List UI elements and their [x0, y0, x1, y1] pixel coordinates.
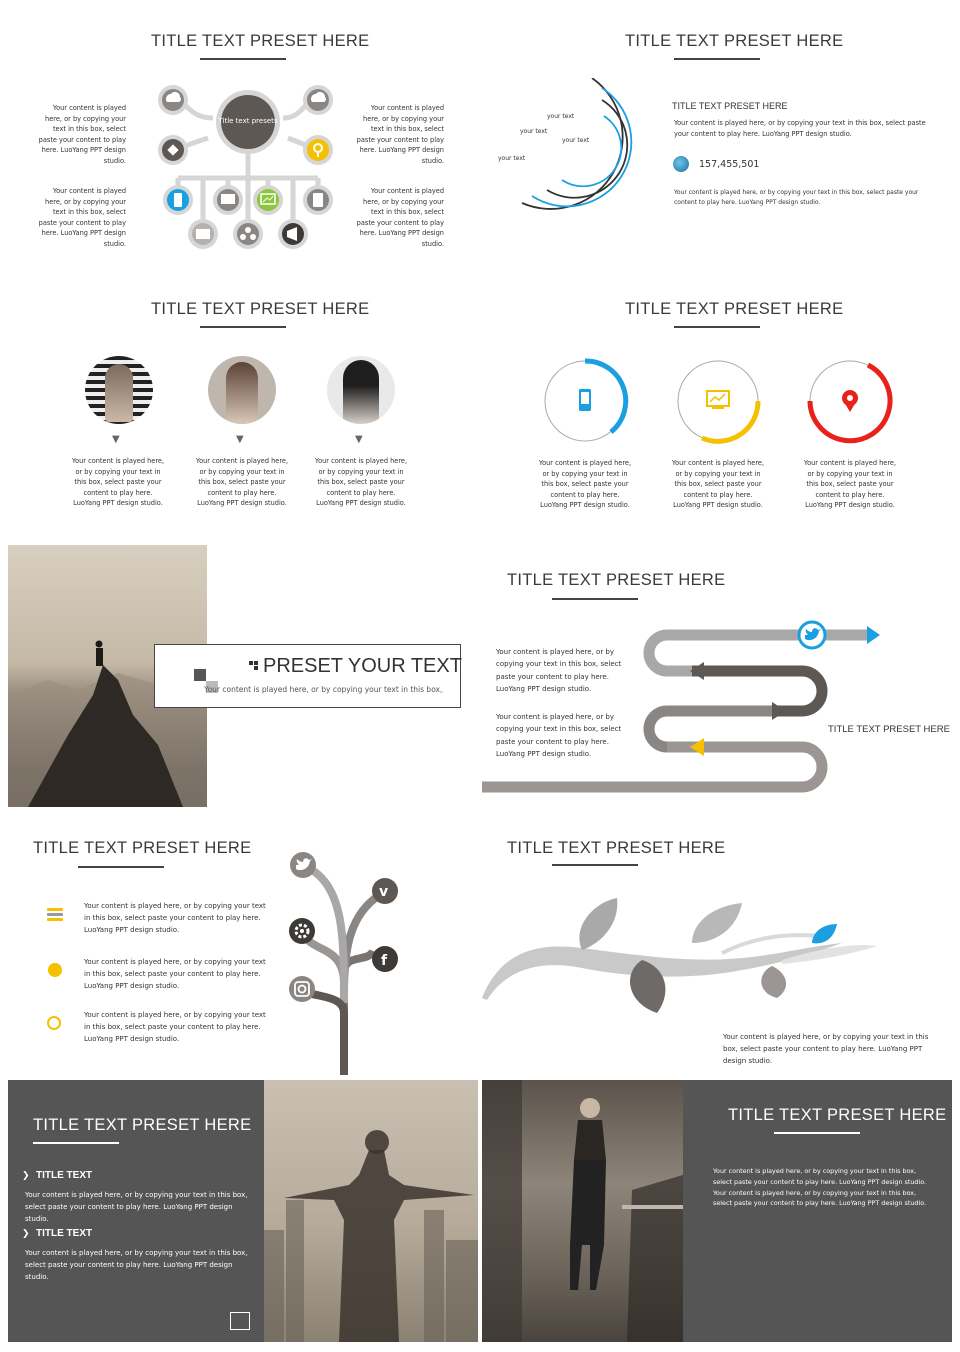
twitter-icon: [290, 852, 316, 878]
portrait-3-avatar: [327, 356, 395, 424]
arc-label-3: your text: [562, 137, 590, 144]
slide-title: TITLE TEXT PRESET HERE: [33, 839, 252, 857]
satellite-icon: [158, 135, 188, 165]
arc-label-2: your text: [520, 128, 548, 135]
subtitle-2: TITLE TEXT: [36, 1228, 93, 1239]
slide-title: TITLE TEXT PRESET HERE: [728, 1106, 947, 1124]
vimeo-icon: [372, 878, 398, 904]
chart-monitor-icon: [707, 391, 729, 409]
text-2: Your content is played here, or by copying your text in this box, select paste your content to play here. LuoYang PPT design studio.: [25, 1249, 248, 1282]
title-underline: [774, 1132, 860, 1134]
progress-rings: [532, 356, 912, 446]
social-tree: [278, 843, 418, 1075]
ring-2-text: Your content is played here, or by copying your text in this box, select paste your content to play here. LuoYang PPT design studio.: [671, 459, 765, 510]
portrait-2-avatar: [208, 356, 276, 424]
slide-progress-rings: [482, 276, 952, 538]
title-underline: [200, 58, 286, 60]
text-top: Your content is played here, or by copying your text in this box, select paste your content to play here. LuoYang PPT design studio.: [674, 119, 926, 138]
title-underline: [552, 598, 638, 600]
woman-photo: [482, 1080, 683, 1342]
text-bottom: Your content is played here, or by copying your text in this box, select paste your content to play here. LuoYang PPT design studio.: [674, 189, 919, 206]
arc-label-1: your text: [547, 113, 575, 120]
snake-text-1: Your content is played here, or by copying your text in this box, select paste your content to play here. LuoYang PPT design studio.: [496, 648, 622, 694]
title-underline: [200, 326, 286, 328]
slide-social-tree: [8, 813, 478, 1075]
accent-square: [194, 669, 206, 681]
slide-dark-panel-man: [8, 1080, 478, 1342]
slide-title: TITLE TEXT PRESET HERE: [625, 300, 844, 318]
arc-label-4: your text: [498, 155, 526, 162]
slide-snake-path: [482, 545, 952, 807]
monitor-icon: [213, 185, 243, 215]
envelope-icon: [188, 219, 218, 249]
megaphone-icon: [278, 219, 308, 249]
right-text-2: Your content is played here, or by copying your text in this box, select paste your content to play here. LuoYang PPT design studio.: [356, 187, 444, 248]
left-text-1: Your content is played here, or by copying your text in this box, select paste your content to play here. LuoYang PPT design studio.: [38, 104, 126, 165]
lightbulb-icon: [48, 963, 62, 977]
target-icon: [47, 1016, 61, 1030]
location-pin-icon: [842, 390, 858, 412]
slide-title: TITLE TEXT PRESET HERE: [507, 571, 726, 589]
mobile-phone-icon: [163, 185, 193, 215]
slide-mountain-photo: [8, 545, 478, 807]
portrait-1-avatar: [85, 356, 153, 424]
slide-title: TITLE TEXT PRESET HERE: [33, 1116, 252, 1134]
title-underline: [33, 1142, 119, 1144]
cloud-upload-icon: [303, 85, 333, 115]
slide-hub-diagram: [8, 8, 478, 270]
hub-diagram: [148, 78, 348, 258]
hub-label: Title text presets: [218, 117, 278, 125]
facebook-icon: [372, 946, 398, 972]
slide-woman-dark-panel: [482, 1080, 952, 1342]
chart-monitor-icon: [253, 185, 283, 215]
portrait-1-text: Your content is played here, or by copying your text in this box, select paste your content to play here. LuoYang PPT design studio.: [71, 457, 165, 508]
globe-icon: [673, 156, 689, 172]
mobile-phone-icon: [579, 389, 591, 411]
portrait-3-text: Your content is played here, or by copying your text in this box, select paste your content to play here. LuoYang PPT design studio.: [314, 457, 408, 508]
subtitle-1: TITLE TEXT: [36, 1170, 93, 1181]
gear-icon: [289, 918, 315, 944]
twitter-icon: [799, 622, 825, 648]
tree-item-3-text: Your content is played here, or by copying your text in this box, select paste your content to play here. LuoYang PPT design studio.: [84, 1011, 266, 1044]
chevron-down-icon: ▼: [112, 434, 120, 445]
slide-branch: [482, 813, 952, 1075]
tablet-icon: [303, 185, 333, 215]
slide-portraits: [8, 276, 478, 538]
ring-3-text: Your content is played here, or by copying your text in this box, select paste your content to play here. LuoYang PPT design studio.: [803, 459, 897, 510]
presentation-icon: [230, 1312, 250, 1330]
chevron-right-icon: ❯: [22, 1229, 30, 1239]
branch-illustration: [482, 888, 952, 1018]
subtitle: TITLE TEXT PRESET HERE: [672, 101, 788, 111]
stat-value: 157,455,501: [699, 159, 760, 170]
left-text-2: Your content is played here, or by copying your text in this box, select paste your content to play here. LuoYang PPT design studio.: [38, 187, 126, 248]
title-underline: [674, 326, 760, 328]
snake-path: [482, 620, 952, 800]
svg-text:f: f: [381, 953, 388, 969]
slide-concentric-arcs: [482, 8, 952, 270]
text-1: Your content is played here, or by copying your text in this box, select paste your content to play here. LuoYang PPT design studio.: [25, 1191, 248, 1224]
group-icon: [233, 219, 263, 249]
slide-title: TITLE TEXT PRESET HERE: [507, 839, 726, 857]
title-underline: [674, 58, 760, 60]
snake-text-2: Your content is played here, or by copying your text in this box, select paste your content to play here. LuoYang PPT design studio.: [496, 713, 622, 759]
man-photo: [264, 1080, 478, 1342]
headline: PRESET YOUR TEXT: [263, 655, 462, 677]
database-icon: [47, 908, 63, 922]
headline-subtext: Your content is played here, or by copying your text in this box。: [204, 685, 448, 694]
portrait-2-text: Your content is played here, or by copying your text in this box, select paste your content to play here. LuoYang PPT design studio.: [195, 457, 289, 508]
location-pin-icon: [303, 135, 333, 165]
instagram-icon: [289, 976, 315, 1002]
title-underline: [78, 866, 164, 868]
chevron-right-icon: ❯: [22, 1171, 30, 1181]
slide-title: TITLE TEXT PRESET HERE: [151, 32, 370, 50]
cloud-download-icon: [158, 85, 188, 115]
grid-mark-icon: [249, 661, 259, 671]
chevron-down-icon: ▼: [355, 434, 363, 445]
ring-1-text: Your content is played here, or by copying your text in this box, select paste your content to play here. LuoYang PPT design studio.: [538, 459, 632, 510]
slide-title: TITLE TEXT PRESET HERE: [625, 32, 844, 50]
branch-text: Your content is played here, or by copying your text in this box, select paste your content to play here. LuoYang PPT design studio.: [723, 1033, 929, 1066]
tree-item-1-text: Your content is played here, or by copying your text in this box, select paste your content to play here. LuoYang PPT design studio.: [84, 902, 266, 935]
side-title: TITLE TEXT PRESET HERE: [828, 724, 950, 735]
arc-chart: [492, 78, 652, 228]
chevron-down-icon: ▼: [236, 434, 244, 445]
slide-title: TITLE TEXT PRESET HERE: [151, 300, 370, 318]
tree-item-2-text: Your content is played here, or by copying your text in this box, select paste your content to play here. LuoYang PPT design studio.: [84, 958, 266, 991]
svg-text:v: v: [379, 884, 389, 900]
panel-text: Your content is played here, or by copying your text in this box, select paste your content to play here. LuoYang PPT design studio. Your content is played here, or by copying your text in this box, select paste your content to play here. LuoYang PPT design studio.: [713, 1167, 927, 1208]
right-text-1: Your content is played here, or by copying your text in this box, select paste your content to play here. LuoYang PPT design studio.: [356, 104, 444, 165]
title-underline: [552, 864, 638, 866]
